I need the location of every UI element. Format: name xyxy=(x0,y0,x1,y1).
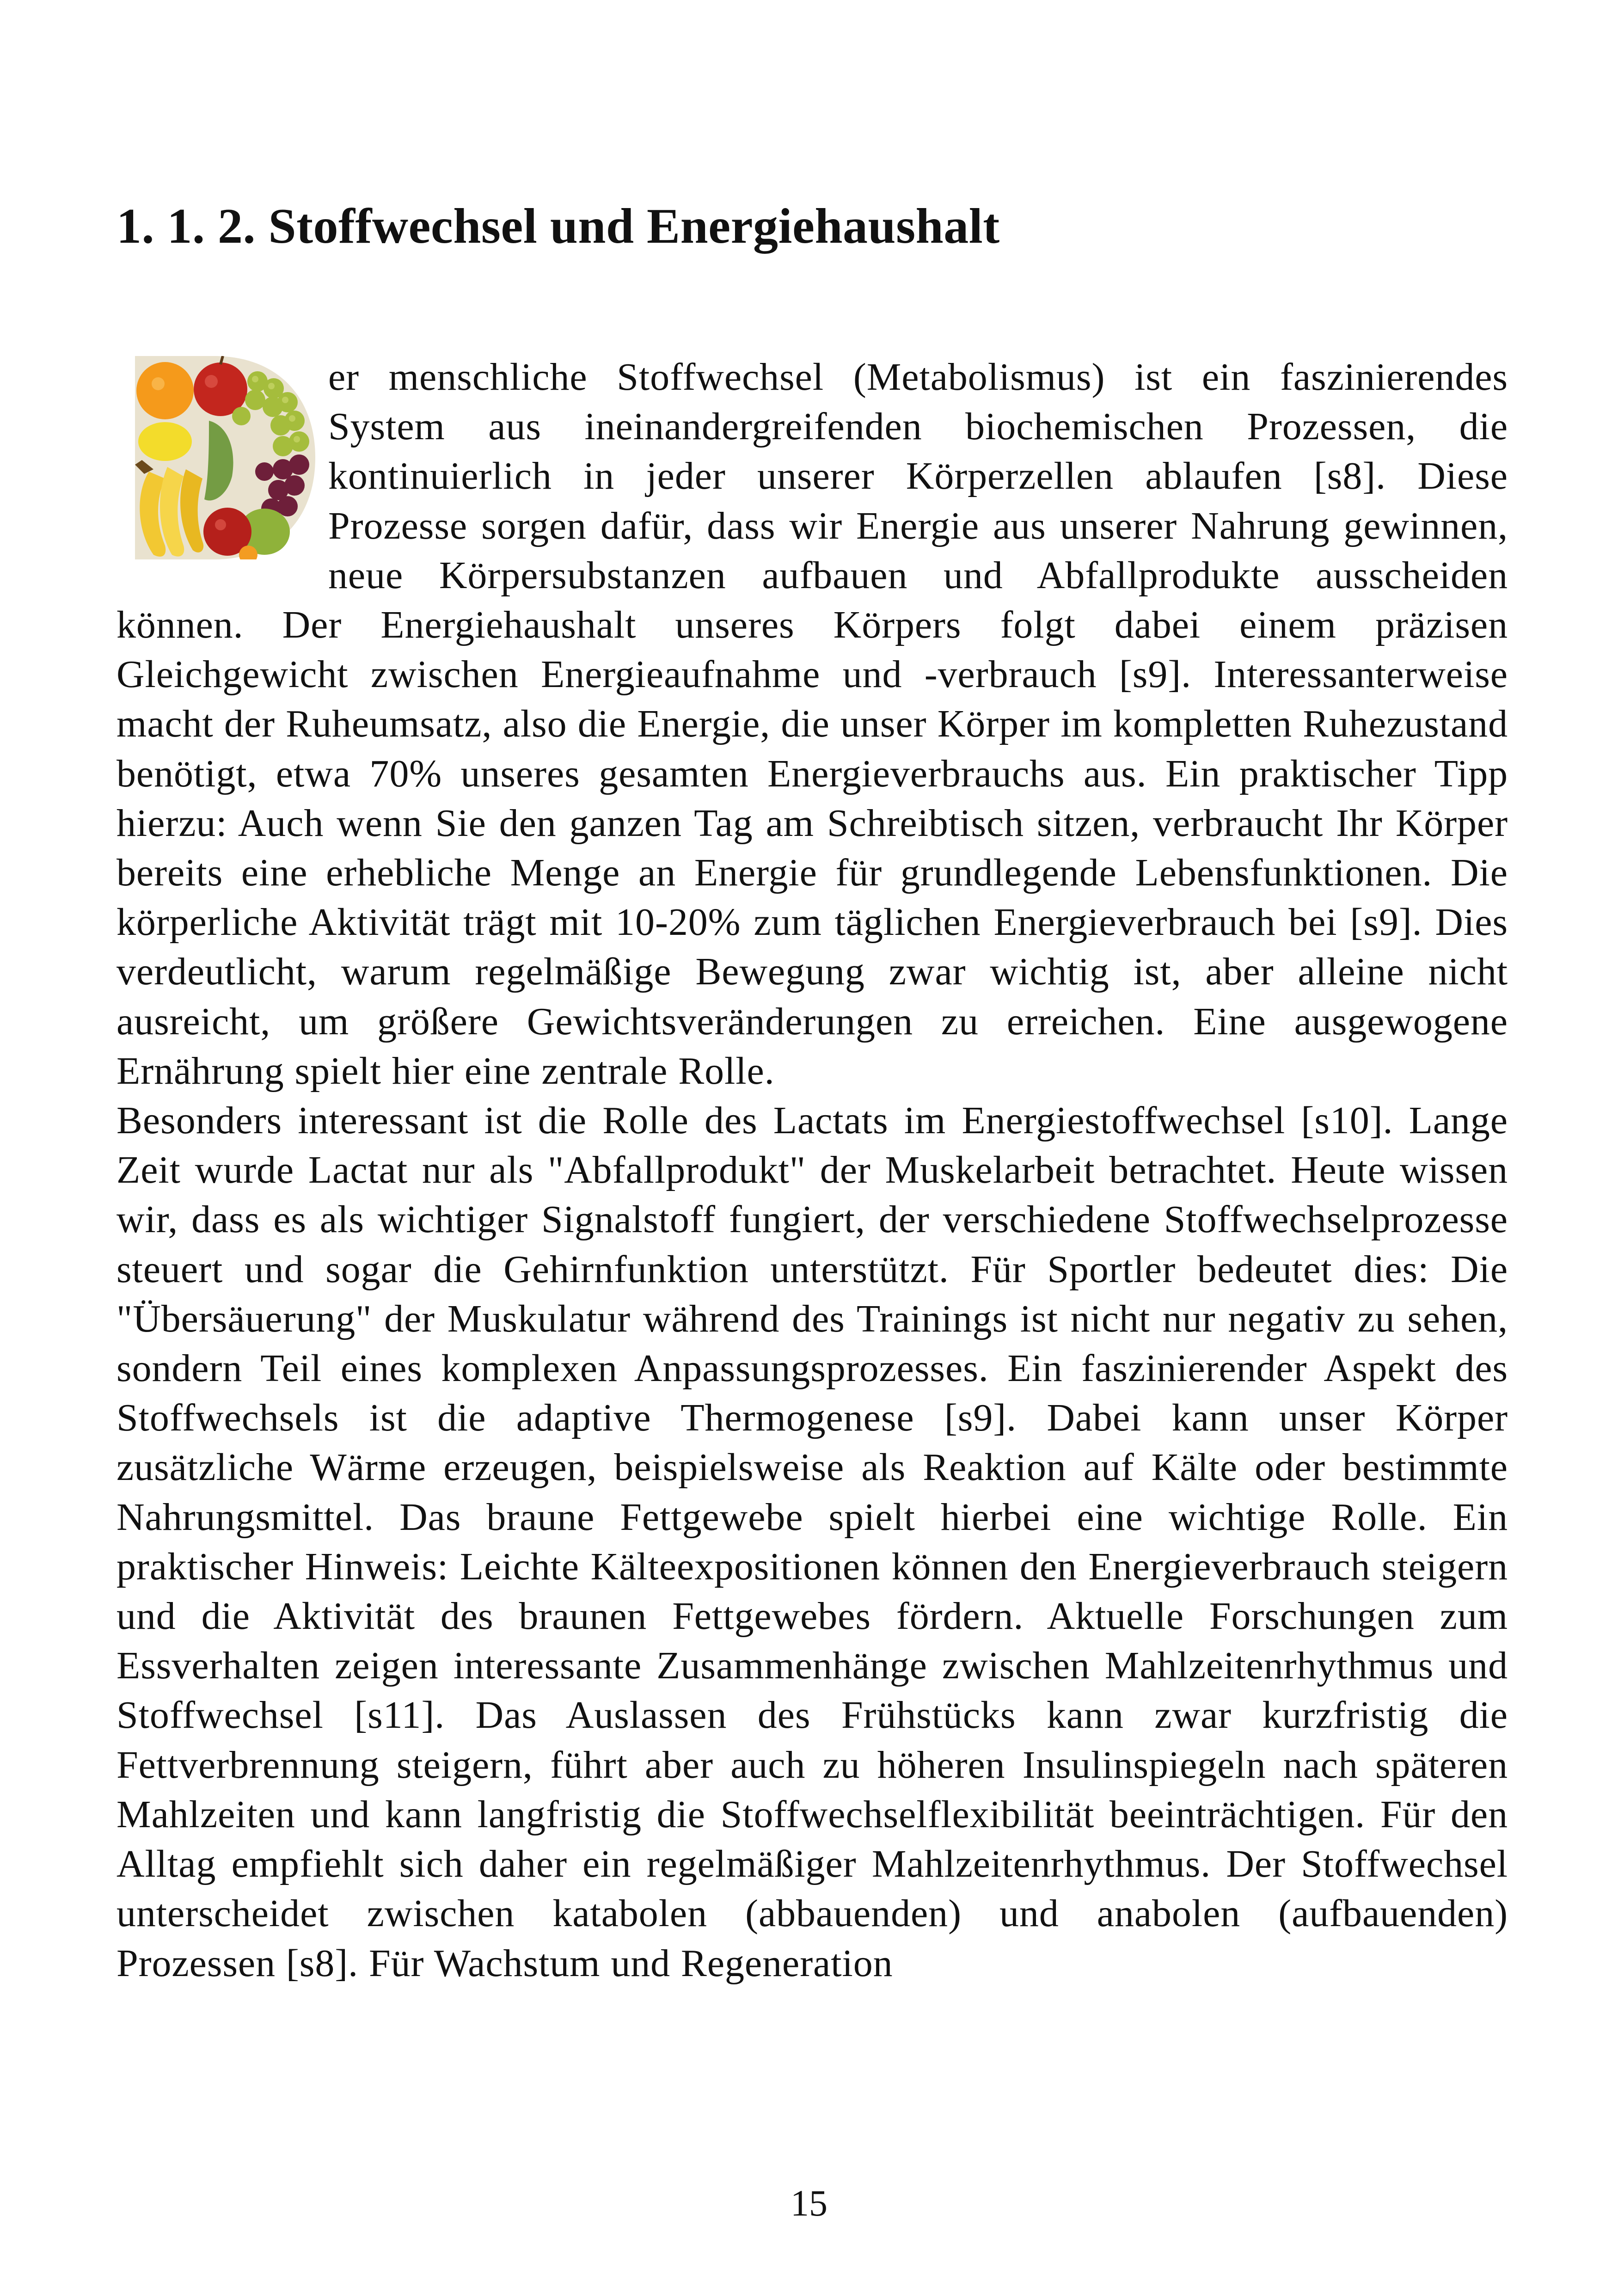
paragraph-1-text: er menschliche Stoffwechsel (Metabolismus) ist ein faszinierendes System aus ineinandergreifenden biochemischen Prozessen, die kontinuierlich in jeder unserer Körperzellen ablaufen [s8]. Diese Prozesse sorgen dafür, dass wir Energie aus unserer Nahrung gewinnen, neue Körpersubstanzen aufbauen und Abfallprodukte ausscheiden können. Der Energiehaushalt unseres Körpers folgt dabei einem präzisen Gleichgewicht zwischen Energieaufnahme und -verbrauch [s9]. Interessanterweise macht der Ruheumsatz, also die Energie, die unser Körper im kompletten Ruhezustand benötigt, etwa 70% unseres gesamten Energieverbrauchs aus. Ein praktischer Tipp hierzu: Auch wenn Sie den ganzen Tag am Schreibtisch sitzen, verbraucht Ihr Körper bereits eine erhebliche Menge an Energie für grundlegende Lebensfunktionen. Die körperliche Aktivität trägt mit 10-20% zum täglichen Energieverbrauch bei [s9]. Dies verdeutlicht, warum regelmäßige Bewegung zwar wichtig ist, aber alleine nicht ausreicht, um größere Gewichtsveränderungen zu erreichen. Eine ausgewogene Ernährung spielt hier eine zentrale Rolle. xyxy=(116,356,1508,1093)
dropcap-fruit-d-icon xyxy=(116,356,315,559)
paragraph-1 xyxy=(116,352,1508,1096)
body-text xyxy=(116,352,1508,1988)
page-number: 15 xyxy=(791,2183,827,2224)
paragraph-2: Besonders interessant ist die Rolle des Lactats im Energiestoffwechsel [s10]. Lange Zeit wurde Lactat nur als "Abfallprodukt" der Muskelarbeit betrachtet. Heute wissen wir, dass es als wichtiger Signalstoff fungiert, der verschiedene Stoffwechselprozesse steuert und sogar die Gehirnfunktion unterstützt. Für Sportler bedeutet dies: Die "Übersäuerung" der Muskulatur während des Trainings ist nicht nur negativ zu sehen, sondern Teil eines komplexen Anpassungsprozesses. Ein faszinierender Aspekt des Stoffwechsels ist die adaptive Thermogenese [s9]. Dabei kann unser Körper zusätzliche Wärme erzeugen, beispielsweise als Reaktion auf Kälte oder bestimmte Nahrungsmittel. Das braune Fettgewebe spielt hierbei eine wichtige Rolle. Ein praktischer Hinweis: Leichte Kälteexpositionen können den Energieverbrauch steigern und die Aktivität des braunen Fettgewebes fördern. Aktuelle Forschungen zum Essverhalten zeigen interessante Zusammenhänge zwischen Mahlzeitenrhythmus und Stoffwechsel [s11]. Das Auslassen des Frühstücks kann zwar kurzfristig die Fettverbrennung steigern, führt aber auch zu höheren Insulinspiegeln nach späteren Mahlzeiten und kann langfristig die Stoffwechselflexibilität beeinträchtigen. Für den Alltag empfiehlt sich daher ein regelmäßiger Mahlzeitenrhythmus. Der Stoffwechsel unterscheidet zwischen katabolen (abbauenden) und anabolen (aufbauenden) Prozessen [s8]. Für Wachstum und Regeneration xyxy=(116,1099,1508,1985)
section-heading: 1. 1. 2. Stoffwechsel und Energiehaushalt xyxy=(116,199,1000,254)
